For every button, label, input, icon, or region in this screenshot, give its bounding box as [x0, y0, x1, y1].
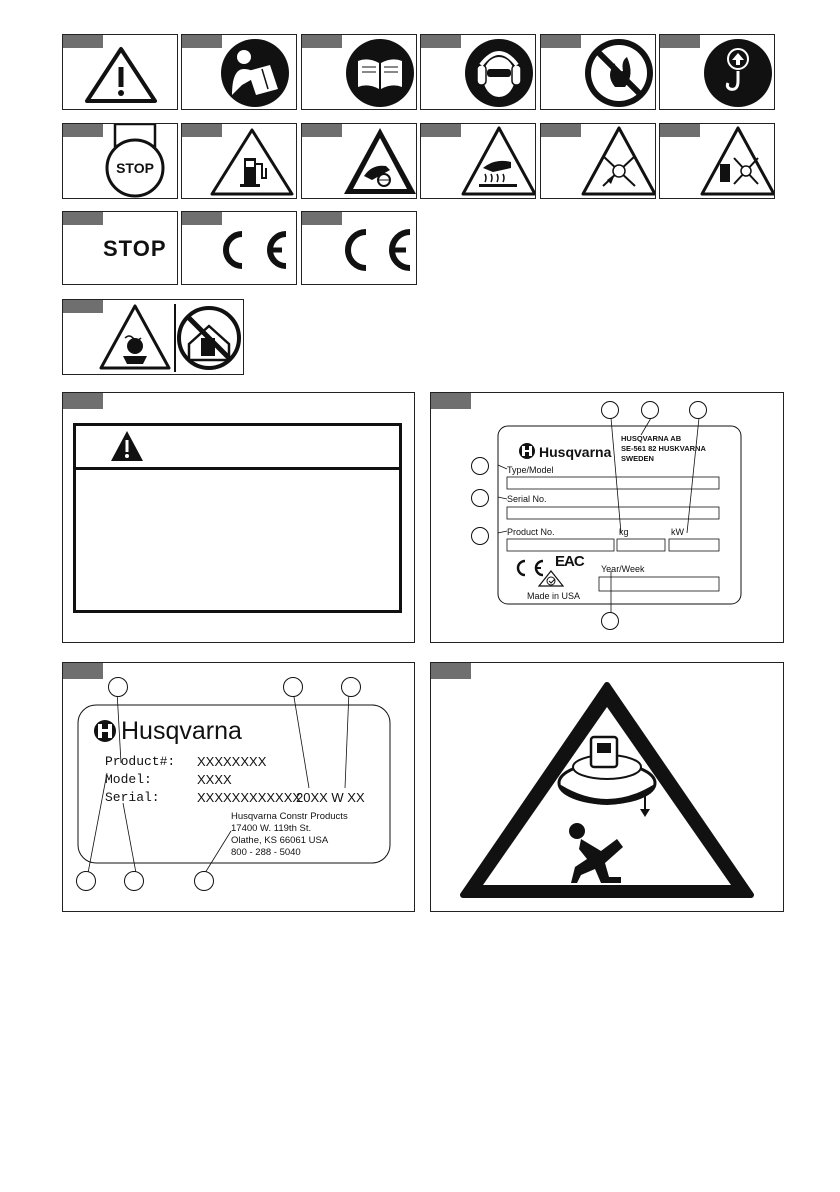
- symbol-fuel: [181, 123, 297, 199]
- symbol-hot-surface: [420, 123, 536, 199]
- maker-line: SE-561 82 HUSKVARNA: [621, 444, 706, 453]
- product-key: Product#:: [105, 754, 176, 769]
- serial-value: XXXXXXXXXXXX: [197, 790, 302, 805]
- address-line: 800 - 288 - 5040: [231, 847, 301, 858]
- symbol-read-manual-person: [181, 34, 297, 110]
- brand-name: Husqvarna: [121, 717, 242, 745]
- eac-mark: EAC: [555, 553, 584, 570]
- warning-triangle-icon: [110, 430, 144, 462]
- brand-name: Husqvarna: [539, 444, 612, 460]
- callout-marker: [194, 871, 214, 891]
- figure-tag: [63, 393, 103, 409]
- us-plate-panel: [62, 662, 415, 912]
- year-week-value: 20XX W XX: [296, 790, 365, 805]
- callout-marker: [689, 401, 707, 419]
- symbol-stop-label: [62, 211, 178, 285]
- symbol-stop-switch: [62, 123, 178, 199]
- callout-marker: [76, 871, 96, 891]
- callout-marker: [471, 489, 489, 507]
- symbol-flying-objects: [659, 123, 775, 199]
- maker-line: HUSQVARNA AB: [621, 434, 682, 443]
- maker-line: SWEDEN: [621, 454, 654, 463]
- address-line: Husqvarna Constr Products: [231, 811, 348, 822]
- product-label: Product No.: [507, 527, 555, 537]
- warning-decal-panel: [62, 392, 415, 643]
- callout-marker: [471, 457, 489, 475]
- symbol-ce-mark-1: [181, 211, 297, 285]
- rating-plate-panel: [430, 392, 784, 643]
- callout-marker: [283, 677, 303, 697]
- stop-sign-text: STOP: [116, 160, 154, 176]
- decal-header-line: [76, 467, 399, 470]
- address-line: Olathe, KS 66061 USA: [231, 835, 329, 846]
- tip-over-hazard-icon: [431, 663, 784, 912]
- callout-marker: [108, 677, 128, 697]
- kg-label: kg: [619, 527, 629, 537]
- year-week-label: Year/Week: [601, 564, 645, 574]
- warning-decal: [73, 423, 402, 613]
- symbol-co-poisoning: [62, 299, 244, 375]
- symbol-no-fire: [540, 34, 656, 110]
- callout-marker: [124, 871, 144, 891]
- rating-plate-drawing: [431, 393, 784, 643]
- address-line: 17400 W. 119th St.: [231, 823, 312, 834]
- serial-label: Serial No.: [507, 494, 547, 504]
- symbol-rotating-parts: [540, 123, 656, 199]
- callout-marker: [471, 527, 489, 545]
- symbol-protective-equipment: [420, 34, 536, 110]
- type-model-label: Type/Model: [507, 465, 554, 475]
- kw-label: kW: [671, 527, 684, 537]
- model-key: Model:: [105, 772, 152, 787]
- symbol-ce-mark-2: [301, 211, 417, 285]
- serial-key: Serial:: [105, 790, 160, 805]
- product-value: XXXXXXXX: [197, 754, 267, 769]
- model-value: XXXX: [197, 772, 232, 787]
- callout-marker: [641, 401, 659, 419]
- made-in-label: Made in USA: [527, 591, 581, 601]
- us-plate-drawing: [63, 663, 415, 912]
- tip-over-hazard-panel: [430, 662, 784, 912]
- callout-marker: [601, 401, 619, 419]
- symbol-manual-book: [301, 34, 417, 110]
- stop-label-text: STOP: [103, 236, 167, 261]
- figure-tag: [63, 35, 103, 48]
- symbol-warning: [62, 34, 178, 110]
- callout-marker: [601, 612, 619, 630]
- symbol-cutting-hazard: [301, 123, 417, 199]
- symbol-lifting-point: [659, 34, 775, 110]
- callout-marker: [341, 677, 361, 697]
